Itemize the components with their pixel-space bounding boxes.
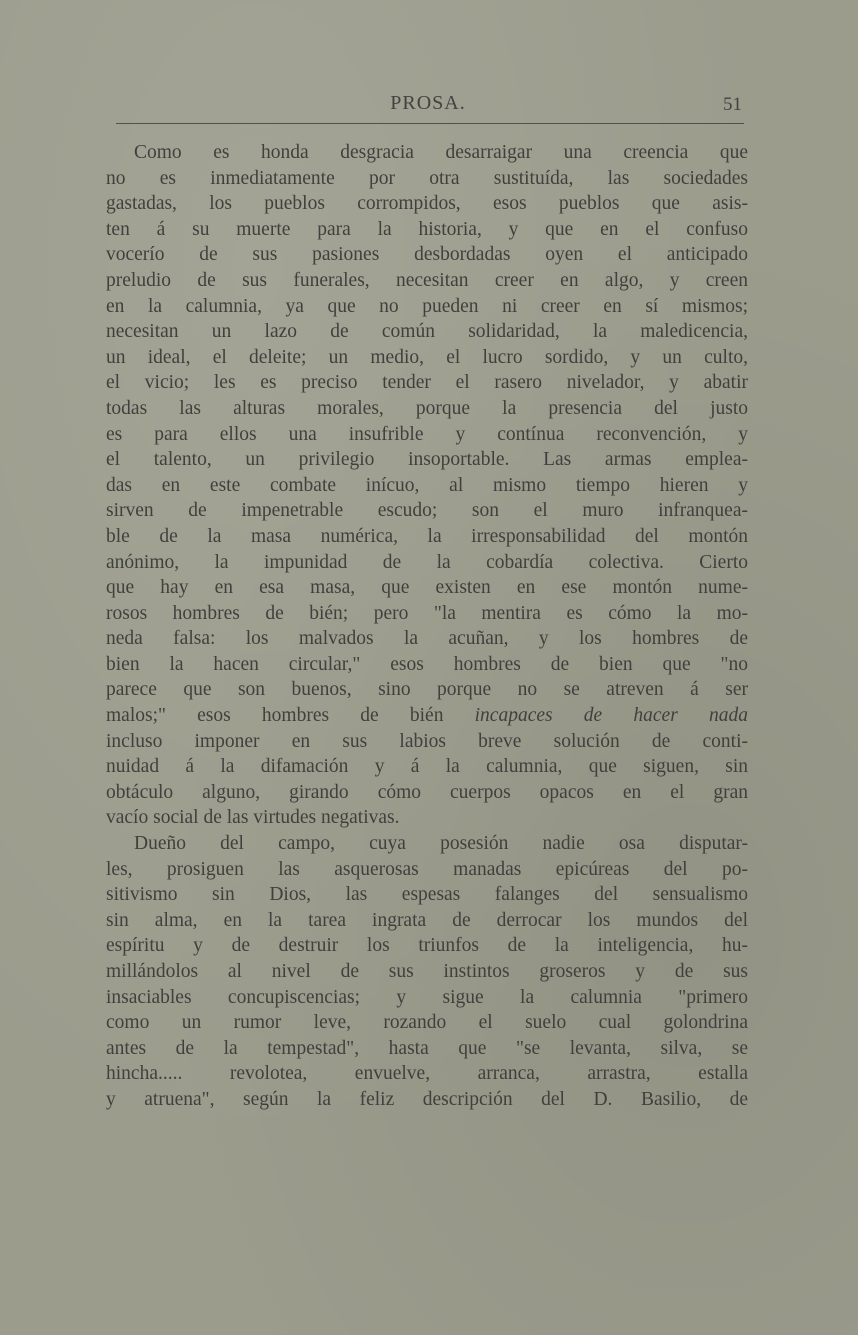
text-line: gastadas, los pueblos corrompidos, esos pueblos que asis- bbox=[106, 193, 748, 215]
text-line: anónimo, la impunidad de la cobardía colectiva. Cierto bbox=[106, 551, 748, 573]
text-line: sin alma, en la tarea ingrata de derrocar los mundos del bbox=[106, 909, 748, 931]
text-line: sitivismo sin Dios, las espesas falanges del sensualismo bbox=[106, 884, 748, 906]
text-line: bien la hacen circular," esos hombres de bien que "no bbox=[106, 653, 748, 675]
text-segment: malos;" esos hombres de bién bbox=[106, 705, 475, 727]
text-line: ble de la masa numérica, la irresponsabilidad del montón bbox=[106, 525, 748, 547]
text-line: necesitan un lazo de común solidaridad, la maledicencia, bbox=[106, 321, 748, 343]
text-line: sirven de impenetrable escudo; son el muro infranquea- bbox=[106, 500, 748, 522]
page-number: 51 bbox=[723, 94, 742, 115]
text-line: nuidad á la difamación y á la calumnia, que siguen, sin bbox=[106, 756, 748, 778]
text-line: no es inmediatamente por otra sustituída, las sociedades bbox=[106, 167, 748, 189]
text-line: preludio de sus funerales, necesitan creer en algo, y creen bbox=[106, 269, 748, 291]
text-line: das en este combate inícuo, al mismo tiempo hieren y bbox=[106, 474, 748, 496]
text-line: y atruena", según la feliz descripción del D. Basilio, de bbox=[106, 1088, 748, 1110]
text-line: antes de la tempestad", hasta que "se levanta, silva, se bbox=[106, 1037, 748, 1059]
text-line: insaciables concupiscencias; y sigue la calumnia "primero bbox=[106, 986, 748, 1008]
text-line: hincha..... revolotea, envuelve, arranca, arrastra, estalla bbox=[106, 1063, 748, 1085]
body-text bbox=[106, 140, 748, 1113]
text-line: vocerío de sus pasiones desbordadas oyen el anticipado bbox=[106, 244, 748, 266]
text-line: es para ellos una insufrible y contínua reconvención, y bbox=[106, 423, 748, 445]
text-line: vacío social de las virtudes negativas. bbox=[106, 807, 400, 829]
text-line: espíritu y de destruir los triunfos de la inteligencia, hu- bbox=[106, 935, 748, 957]
text-line: como un rumor leve, rozando el suelo cual golondrina bbox=[106, 1012, 748, 1034]
text-line: Dueño del campo, cuya posesión nadie osa disputar- bbox=[134, 833, 748, 855]
text-line: neda falsa: los malvados la acuñan, y los hombres de bbox=[106, 628, 748, 650]
text-line: el vicio; les es preciso tender el rasero nivelador, y abatir bbox=[106, 372, 748, 394]
text-line: incluso imponer en sus labios breve solución de conti- bbox=[106, 730, 748, 752]
text-line: millándolos al nivel de sus instintos groseros y de sus bbox=[106, 961, 748, 982]
text-line: todas las alturas morales, porque la presencia del justo bbox=[106, 397, 748, 419]
text-line: obtáculo alguno, girando cómo cuerpos opacos en el gran bbox=[106, 781, 748, 803]
page-header bbox=[110, 92, 746, 120]
italic-phrase: incapaces de hacer nada bbox=[474, 705, 748, 727]
text-line: Como es honda desgracia desarraigar una creencia que bbox=[134, 142, 748, 163]
text-line: el talento, un privilegio insoportable. Las armas emplea- bbox=[106, 449, 748, 471]
text-line: un ideal, el deleite; un medio, el lucro sordido, y un culto, bbox=[106, 346, 748, 368]
text-line-with-italic bbox=[106, 703, 748, 729]
text-line: ten á su muerte para la historia, y que en el confuso bbox=[106, 218, 748, 240]
header-rule bbox=[116, 123, 744, 124]
text-line: parece que son buenos, sino porque no se atreven á ser bbox=[106, 679, 748, 701]
text-line: les, prosiguen las asquerosas manadas epicúreas del po- bbox=[106, 858, 748, 880]
running-head: PROSA. bbox=[390, 92, 466, 114]
text-line: rosos hombres de bién; pero "la mentira es cómo la mo- bbox=[106, 602, 748, 624]
text-line: que hay en esa masa, que existen en ese montón nume- bbox=[106, 577, 748, 599]
text-line: en la calumnia, ya que no pueden ni creer en sí mismos; bbox=[106, 295, 748, 317]
